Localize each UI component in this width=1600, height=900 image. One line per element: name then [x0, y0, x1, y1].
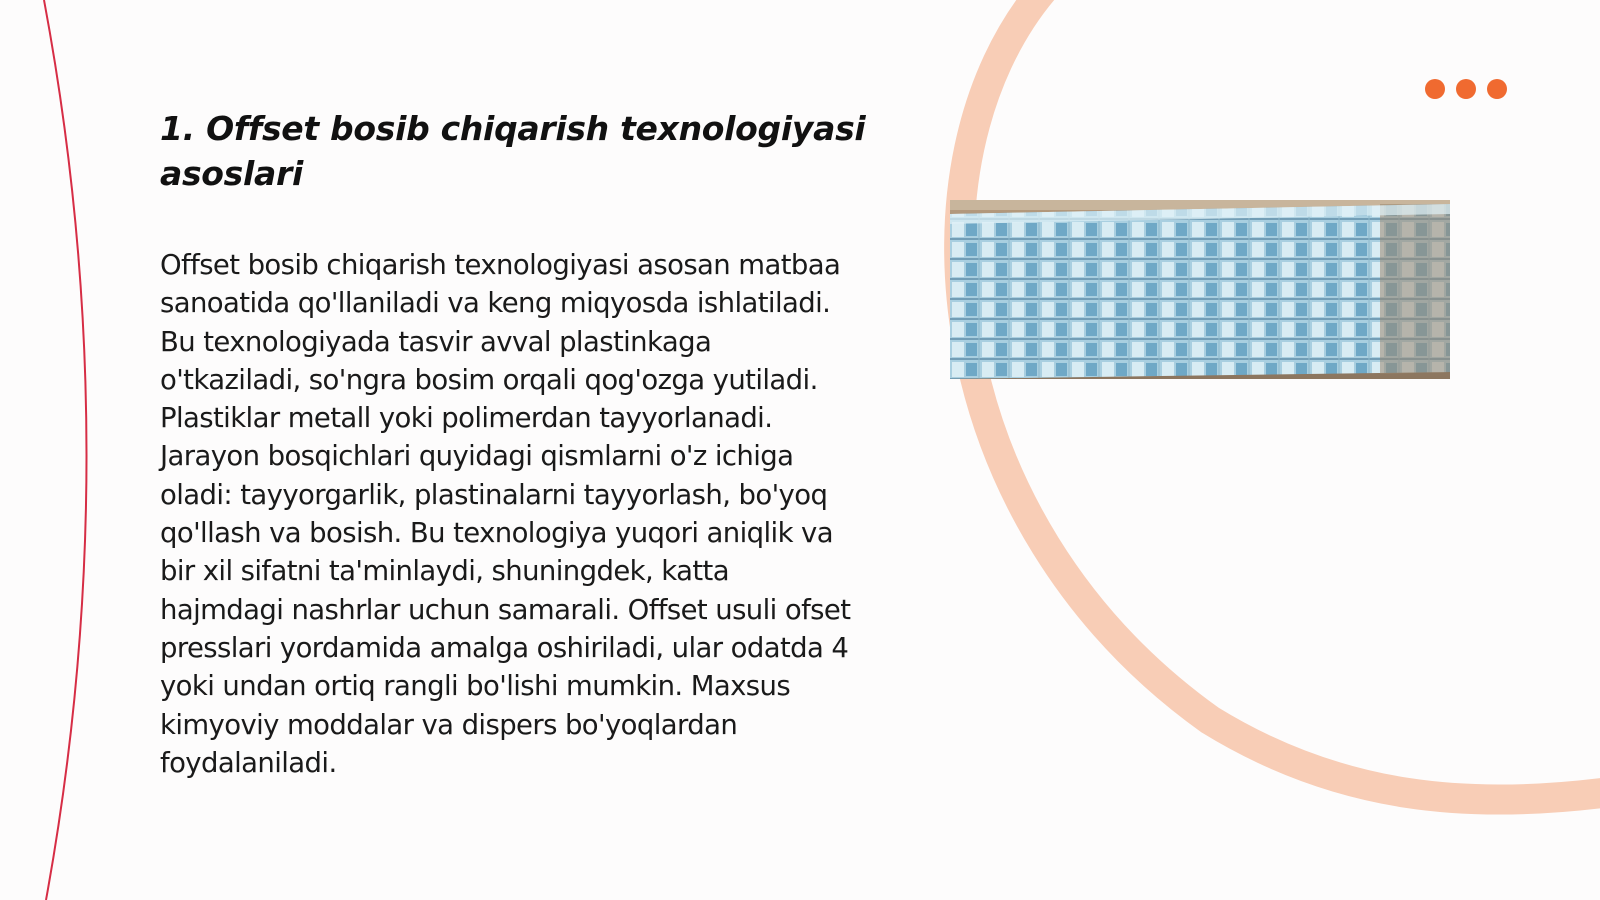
banknote-stacks-photo	[950, 200, 1450, 379]
decorative-ring	[959, 0, 1600, 800]
banknote-stacks-image	[950, 200, 1450, 379]
slide-title: 1. Offset bosib chiqarish texnologiyasi asoslari	[160, 109, 866, 193]
three-dots-icon	[1425, 79, 1507, 99]
dot-icon	[1487, 79, 1507, 99]
dot-icon	[1425, 79, 1445, 99]
slide-body-text: Offset bosib chiqarish texnologiyasi asosan matbaa sanoatida qo'llaniladi va keng miqyosda ishlatiladi. Bu texnologiyada tasvir avval plastinkaga o'tkaziladi, so'ngra bosim orqali qog'ozga yutiladi. Plastiklar metall yoki polimerdan tayyorlanadi. Jarayon bosqichlari quyidagi qismlarni o'z ichiga oladi: tayyorgarlik, plastinalarni tayyorlash, bo'yoq qo'llash va bosish. Bu texnologiya yuqori aniqlik va bir xil sifatni ta'minlaydi, shuningdek, katta hajmdagi nashrlar uchun samarali. Offset usuli ofset presslari yordamida amalga oshiriladi, ular odatda 4 yoki undan ortiq rangli bo'lishi mumkin. Maxsus kimyoviy moddalar va dispers bo'yoqlardan foydalaniladi.	[160, 249, 851, 779]
dot-icon	[1456, 79, 1476, 99]
left-curve-line	[44, 0, 87, 900]
